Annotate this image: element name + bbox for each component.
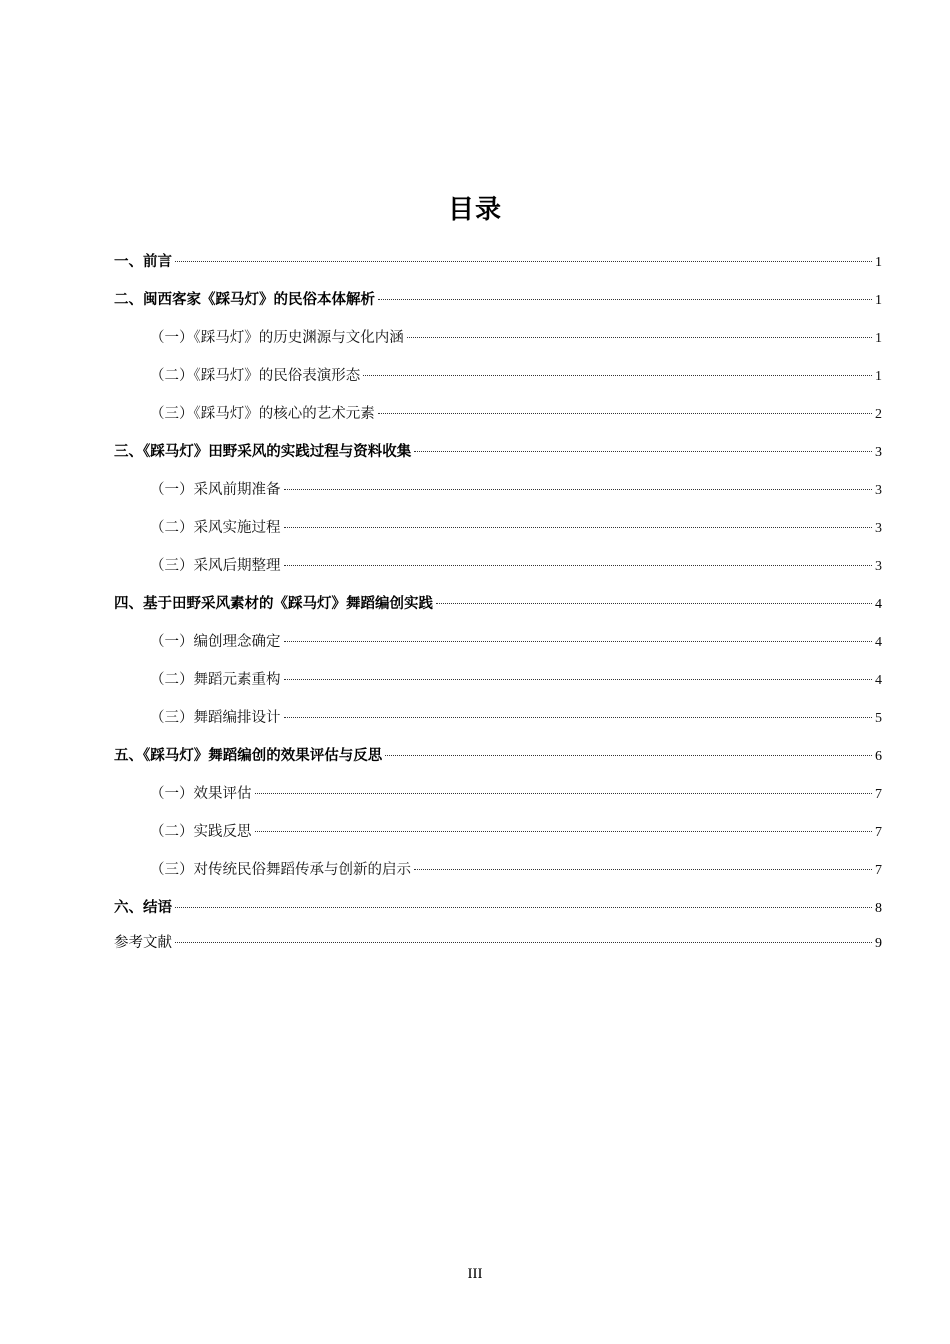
- dot-leader: [385, 755, 872, 756]
- toc-entry-page: 3: [875, 483, 882, 498]
- toc-entry-text: 四、基于田野采风素材的《踩马灯》舞蹈编创实践: [114, 596, 433, 612]
- dot-leader: [175, 261, 872, 262]
- toc-entry-page: 3: [875, 445, 882, 460]
- toc-entry-page: 7: [875, 863, 882, 878]
- toc-entry-page: 1: [875, 369, 882, 384]
- dot-leader: [175, 942, 872, 943]
- toc-entry-text: （一）编创理念确定: [150, 634, 281, 650]
- dot-leader: [414, 451, 872, 452]
- toc-entry-text: （二）采风实施过程: [150, 520, 281, 536]
- toc-entry-text: （三）《踩马灯》的核心的艺术元素: [150, 406, 375, 422]
- dot-leader: [378, 299, 872, 300]
- toc-entry-page: 3: [875, 521, 882, 536]
- toc-entry-page: 7: [875, 825, 882, 840]
- toc-entry-page: 2: [875, 407, 882, 422]
- toc-entry-page: 1: [875, 331, 882, 346]
- toc-entry-chapter-4[interactable]: [114, 585, 882, 623]
- toc-entry-section-4-3[interactable]: [114, 699, 882, 737]
- toc-entry-page: 1: [875, 293, 882, 308]
- toc-entry-section-4-1[interactable]: [114, 623, 882, 661]
- toc-entry-section-3-3[interactable]: [114, 547, 882, 585]
- toc-entry-section-3-2[interactable]: [114, 509, 882, 547]
- dot-leader: [284, 679, 873, 680]
- page-number: III: [467, 1266, 483, 1282]
- toc-entry-text: 三、《踩马灯》田野采风的实践过程与资料收集: [114, 444, 412, 460]
- toc-entry-page: 9: [875, 936, 882, 951]
- toc-entry-section-5-2[interactable]: [114, 813, 882, 851]
- toc-entry-section-3-1[interactable]: [114, 471, 882, 509]
- toc-entry-text: 六、结语: [114, 900, 172, 916]
- toc-entry-text: （一）《踩马灯》的历史渊源与文化内涵: [150, 330, 404, 346]
- toc-entry-text: （三）舞蹈编排设计: [150, 710, 281, 726]
- toc-entry-references[interactable]: [114, 927, 882, 959]
- toc-entry-text: （二）《踩马灯》的民俗表演形态: [150, 368, 361, 384]
- toc-entry-text: （二）实践反思: [150, 824, 252, 840]
- toc-entry-text: （二）舞蹈元素重构: [150, 672, 281, 688]
- dot-leader: [414, 869, 872, 870]
- table-of-contents: [114, 243, 882, 959]
- toc-entry-section-4-2[interactable]: [114, 661, 882, 699]
- toc-entry-text: （三）对传统民俗舞蹈传承与创新的启示: [150, 862, 411, 878]
- dot-leader: [175, 907, 872, 908]
- toc-entry-page: 3: [875, 559, 882, 574]
- dot-leader: [284, 641, 873, 642]
- dot-leader: [284, 489, 873, 490]
- toc-entry-chapter-3[interactable]: [114, 433, 882, 471]
- toc-entry-conclusion[interactable]: [114, 889, 882, 927]
- toc-entry-page: 4: [875, 597, 882, 612]
- dot-leader: [255, 793, 873, 794]
- toc-entry-text: 一、前言: [114, 254, 172, 270]
- toc-entry-text: 参考文献: [114, 935, 172, 951]
- toc-entry-text: （一）效果评估: [150, 786, 252, 802]
- toc-entry-section-5-1[interactable]: [114, 775, 882, 813]
- dot-leader: [407, 337, 872, 338]
- toc-entry-page: 4: [875, 635, 882, 650]
- toc-entry-section-2-3[interactable]: [114, 395, 882, 433]
- toc-entry-page: 4: [875, 673, 882, 688]
- dot-leader: [436, 603, 872, 604]
- toc-entry-text: （三）采风后期整理: [150, 558, 281, 574]
- toc-entry-text: 二、闽西客家《踩马灯》的民俗本体解析: [114, 292, 375, 308]
- dot-leader: [284, 565, 873, 566]
- dot-leader: [284, 717, 873, 718]
- toc-entry-section-2-1[interactable]: [114, 319, 882, 357]
- toc-entry-section-2-2[interactable]: [114, 357, 882, 395]
- dot-leader: [378, 413, 872, 414]
- toc-entry-chapter-2[interactable]: [114, 281, 882, 319]
- toc-entry-page: 1: [875, 255, 882, 270]
- page-title: 目录: [447, 195, 502, 225]
- dot-leader: [363, 375, 872, 376]
- toc-entry-page: 7: [875, 787, 882, 802]
- toc-entry-page: 6: [875, 749, 882, 764]
- toc-entry-page: 8: [875, 901, 882, 916]
- toc-entry-chapter-5[interactable]: [114, 737, 882, 775]
- toc-entry-text: 五、《踩马灯》舞蹈编创的效果评估与反思: [114, 748, 383, 764]
- toc-entry-page: 5: [875, 711, 882, 726]
- toc-entry-text: （一）采风前期准备: [150, 482, 281, 498]
- dot-leader: [284, 527, 873, 528]
- toc-entry-section-5-3[interactable]: [114, 851, 882, 889]
- toc-entry-preface[interactable]: [114, 243, 882, 281]
- dot-leader: [255, 831, 873, 832]
